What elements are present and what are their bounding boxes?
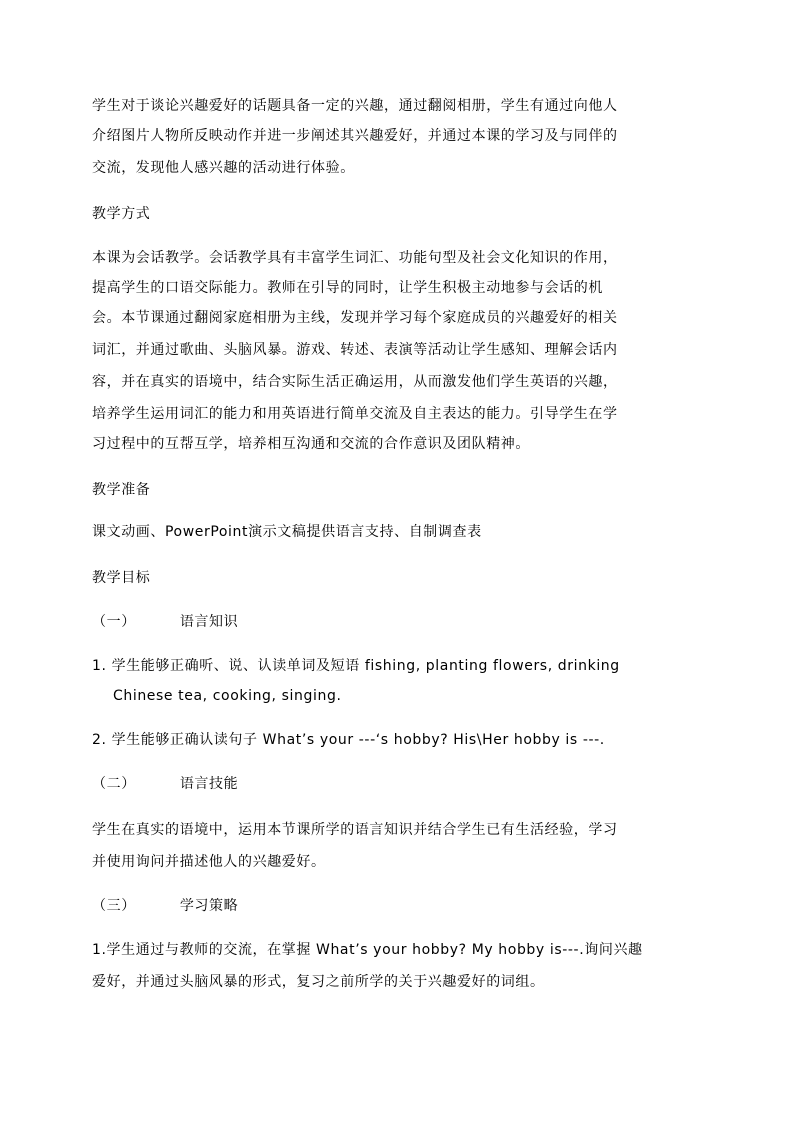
paragraph-line: 爱好，并通过头脑风暴的形式，复习之前所学的关于兴趣爱好的词组。 <box>92 974 545 990</box>
paragraph-line: 会。本节课通过翻阅家庭相册为主线，发现并学习每个家庭成员的兴趣爱好的相关 <box>92 310 618 326</box>
section-title: 语言技能 <box>179 776 239 792</box>
paragraph-line: 学生对于谈论兴趣爱好的话题具备一定的兴趣，通过翻阅相册，学生有通过向他人 <box>92 98 618 114</box>
section-number: （一） <box>92 614 136 630</box>
paragraph-line: 1.学生通过与教师的交流，在掌握 What’s your hobby? My hobby is---.询问兴趣 <box>92 942 643 958</box>
paragraph-line: 提高学生的口语交际能力。教师在引导的同时，让学生积极主动地参与会话的机 <box>92 280 603 296</box>
paragraph-line: 词汇，并通过歌曲、头脑风暴。游戏、转述、表演等活动让学生感知、理解会话内 <box>92 342 618 358</box>
paragraph-line: 并使用询问并描述他人的兴趣爱好。 <box>92 854 326 870</box>
section-number: （二） <box>92 776 136 792</box>
paragraph-line: 习过程中的互帮互学，培养相互沟通和交流的合作意识及团队精神。 <box>92 436 530 452</box>
heading-teaching-prep: 教学准备 <box>92 482 151 498</box>
section-heading-3 <box>92 896 238 916</box>
section-title: 学习策略 <box>179 898 239 914</box>
section-title: 语言知识 <box>179 614 239 630</box>
prep-text: 课文动画、PowerPoint演示文稿提供语言支持、自制调查表 <box>92 524 482 540</box>
paragraph-line: 本课为会话教学。会话教学具有丰富学生词汇、功能句型及社会文化知识的作用， <box>92 250 618 266</box>
paragraph-line: 学生在真实的语境中，运用本节课所学的语言知识并结合学生已有生活经验，学习 <box>92 822 618 838</box>
section-number: （三） <box>92 898 136 914</box>
section-heading-1 <box>92 612 238 632</box>
list-item: 2. 学生能够正确认读句子 What’s your ---‘s hobby? His\Her hobby is ---. <box>92 732 605 748</box>
list-item-continuation: Chinese tea, cooking, singing. <box>113 688 342 704</box>
paragraph-line: 容，并在真实的语境中，结合实际生活正确运用，从而激发他们学生英语的兴趣， <box>92 374 618 390</box>
heading-teaching-goals: 教学目标 <box>92 570 151 586</box>
paragraph-line: 介绍图片人物所反映动作并进一步阐述其兴趣爱好，并通过本课的学习及与同伴的 <box>92 128 618 144</box>
heading-teaching-method: 教学方式 <box>92 206 151 222</box>
list-item: 1. 学生能够正确听、说、认读单词及短语 fishing, planting flowers, drinking <box>92 658 620 674</box>
section-heading-2 <box>92 774 238 794</box>
paragraph-line: 交流，发现他人感兴趣的活动进行体验。 <box>92 160 355 176</box>
paragraph-line: 培养学生运用词汇的能力和用英语进行简单交流及自主表达的能力。引导学生在学 <box>92 406 618 422</box>
